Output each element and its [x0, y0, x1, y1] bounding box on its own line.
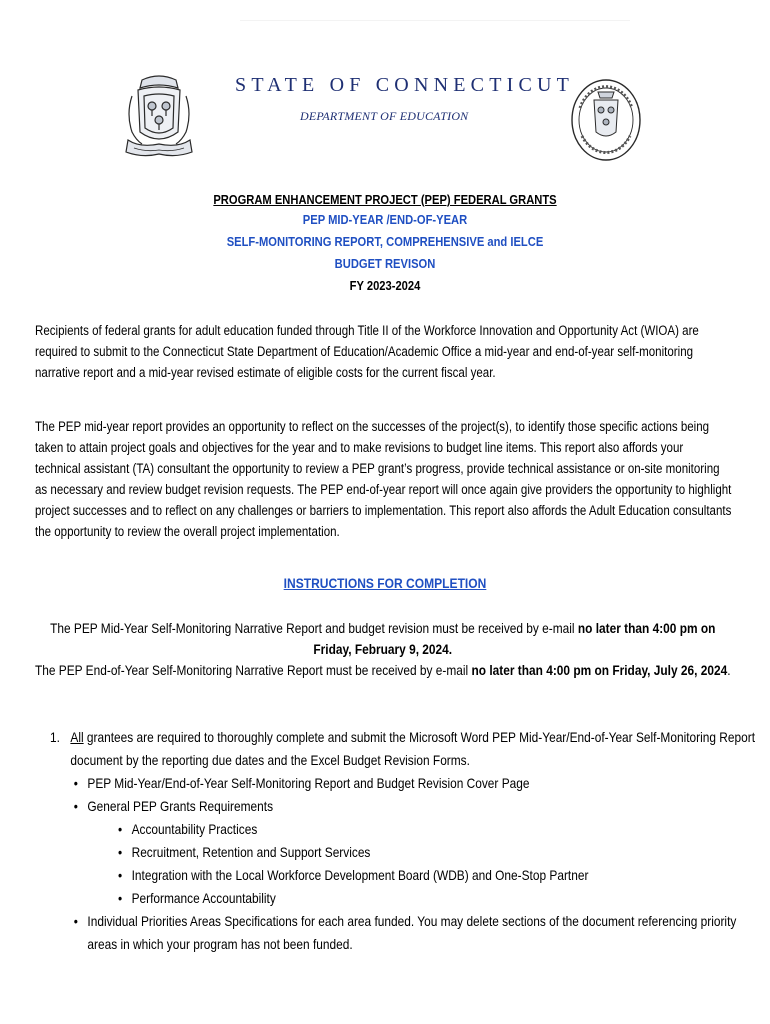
list-item-body: grantees are required to thoroughly complete and submit the Microsoft Word PEP Mid-Year/End-of-Year Self-Monitoring Report document by the reporting due dates and the Excel Budget Revision Forms. — [70, 729, 756, 768]
bullet-icon: • — [118, 890, 123, 906]
list-item — [50, 726, 764, 772]
list-item-emphasis: All — [70, 729, 84, 745]
bullet-text: Individual Priorities Areas Specifications for each area funded. You may delete sections of the document referencing priority areas in which your program has not been funded. — [87, 913, 737, 952]
bullet-text: Performance Accountability — [131, 890, 276, 906]
instructions-heading: INSTRUCTIONS FOR COMPLETION — [283, 575, 487, 591]
bullet-item — [118, 841, 764, 864]
document-title: PROGRAM ENHANCEMENT PROJECT (PEP) FEDERAL GRANTS — [213, 192, 557, 207]
intro-paragraph: Recipients of federal grants for adult education funded through Title II of the Workforce Innovation and Opportunity Act (WIOA) are required to submit to the Connecticut State Department of Education/Academic Office a mid-year and end-of-year self-monitoring narrative report and a mid-year revised estimate of eligible costs for the current fiscal year. — [35, 323, 699, 380]
end-of-year-deadline — [30, 660, 736, 681]
bullet-icon: • — [73, 798, 78, 814]
bullet-text: Recruitment, Retention and Support Services — [131, 844, 371, 860]
state-title: STATE OF CONNECTICUT — [235, 74, 575, 96]
bullet-text: Accountability Practices — [131, 821, 258, 837]
list-item-number: 1. — [50, 729, 60, 745]
bullet-icon: • — [73, 775, 78, 791]
subtitle-budget: BUDGET REVISON — [334, 256, 436, 271]
bullet-icon: • — [118, 821, 123, 837]
subtitle-report-type: SELF-MONITORING REPORT, COMPREHENSIVE and IELCE — [226, 234, 544, 249]
bullet-item — [118, 818, 764, 841]
end-of-year-deadline-text: The PEP End-of-Year Self-Monitoring Narrative Report must be received by e-mail — [34, 662, 472, 678]
mid-year-deadline-date: no later than 4:00 pm on Friday, February 9, 2024. — [313, 620, 716, 657]
top-rule — [240, 20, 630, 21]
instructions-list — [50, 726, 764, 956]
bullet-item — [118, 864, 764, 887]
bullet-list — [50, 772, 764, 956]
end-of-year-deadline-date: no later than 4:00 pm on Friday, July 26, 2024 — [471, 662, 728, 678]
mid-year-deadline-text: The PEP Mid-Year Self-Monitoring Narrative Report and budget revision must be received by e-mail — [50, 620, 578, 636]
end-of-year-deadline-period: . — [727, 662, 731, 678]
bullet-item — [73, 772, 764, 795]
bullet-text: PEP Mid-Year/End-of-Year Self-Monitoring Report and Budget Revision Cover Page — [87, 775, 530, 791]
bullet-icon: • — [73, 913, 78, 929]
bullet-text: General PEP Grants Requirements — [87, 798, 274, 814]
list-item-text — [70, 726, 764, 772]
board-of-education-seal-icon — [570, 78, 642, 162]
bullet-item — [73, 910, 764, 956]
purpose-paragraph: The PEP mid-year report provides an opportunity to reflect on the successes of the project(s), to identify those specific actions being taken to attain project goals and objectives for the year and to make revisions to budget line items. This report also affords your technical assistant (TA) consultant the opportunity to review a PEP grant’s progress, provide technical assistance or on-site monitoring as necessary and review budget revision requests. The PEP end-of-year report will once again give providers the opportunity to highlight project successes and to reflect on any challenges or barriers to implementation. This report also affords the Adult Education consultants the opportunity to review the overall project implementation. — [35, 419, 732, 539]
department-name: DEPARTMENT OF EDUCATION — [300, 109, 469, 123]
bullet-item — [73, 795, 764, 818]
bullet-item — [118, 887, 764, 910]
subtitle-report-period: PEP MID-YEAR /END-OF-YEAR — [302, 212, 468, 227]
fiscal-year: FY 2023-2024 — [349, 278, 421, 293]
bullet-icon: • — [118, 844, 123, 860]
connecticut-seal-icon — [120, 74, 198, 160]
mid-year-deadline — [30, 618, 736, 660]
bullet-text: Integration with the Local Workforce Development Board (WDB) and One-Stop Partner — [131, 867, 589, 883]
bullet-icon: • — [118, 867, 123, 883]
